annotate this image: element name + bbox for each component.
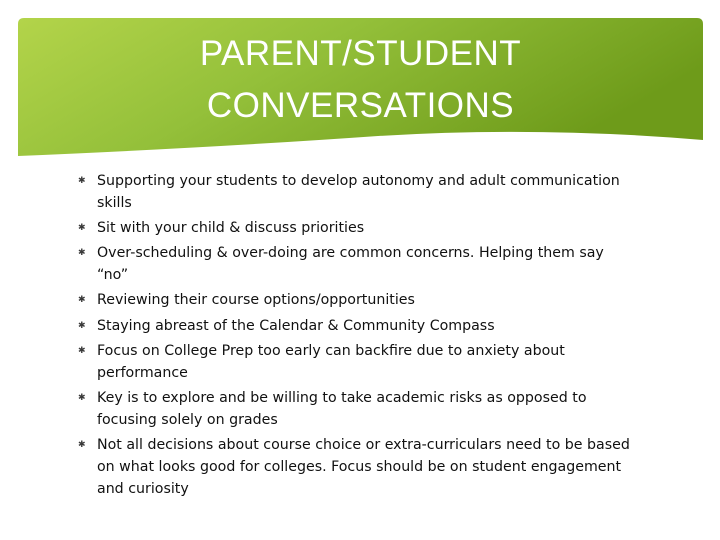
bullet-item (78, 435, 638, 500)
asterisk-bullet-icon: ✱ (78, 223, 86, 234)
asterisk-bullet-icon: ✱ (78, 320, 86, 331)
title-line-1: PARENT/STUDENT (199, 34, 522, 73)
asterisk-bullet-icon: ✱ (78, 295, 86, 306)
bullet-text: Staying abreast of the Calendar & Community Compass (97, 317, 495, 334)
title-line-2: CONVERSATIONS (206, 86, 515, 125)
bullet-list (78, 171, 638, 504)
bullet-text: Reviewing their course options/opportunities (97, 292, 415, 309)
asterisk-bullet-icon: ✱ (78, 346, 86, 357)
asterisk-bullet-icon: ✱ (78, 393, 86, 404)
bullet-item (78, 316, 638, 338)
title-banner (18, 18, 703, 158)
asterisk-bullet-icon: ✱ (78, 248, 86, 259)
bullet-text: Focus on College Prep too early can backfire due to anxiety about performance (97, 343, 565, 381)
bullet-text: Key is to explore and be willing to take academic risks as opposed to focusing solely on grades (97, 390, 587, 428)
bullet-item (78, 171, 638, 215)
asterisk-bullet-icon: ✱ (78, 440, 86, 451)
bullet-item (78, 243, 638, 287)
bullet-text: Supporting your students to develop autonomy and adult communication skills (97, 173, 620, 211)
bullet-item (78, 388, 638, 432)
bullet-text: Over-scheduling & over-doing are common concerns. Helping them say “no” (97, 245, 604, 284)
bullet-text: Sit with your child & discuss priorities (97, 220, 365, 237)
asterisk-bullet-icon: ✱ (78, 176, 86, 186)
bullet-item (78, 218, 638, 240)
bullet-item (78, 341, 638, 385)
bullet-item (78, 290, 638, 312)
bullet-text: Not all decisions about course choice or extra-curriculars need to be based on what looks good for colleges. Focus should be on student engagement and curiosity (97, 437, 630, 497)
slide-title (18, 28, 703, 132)
